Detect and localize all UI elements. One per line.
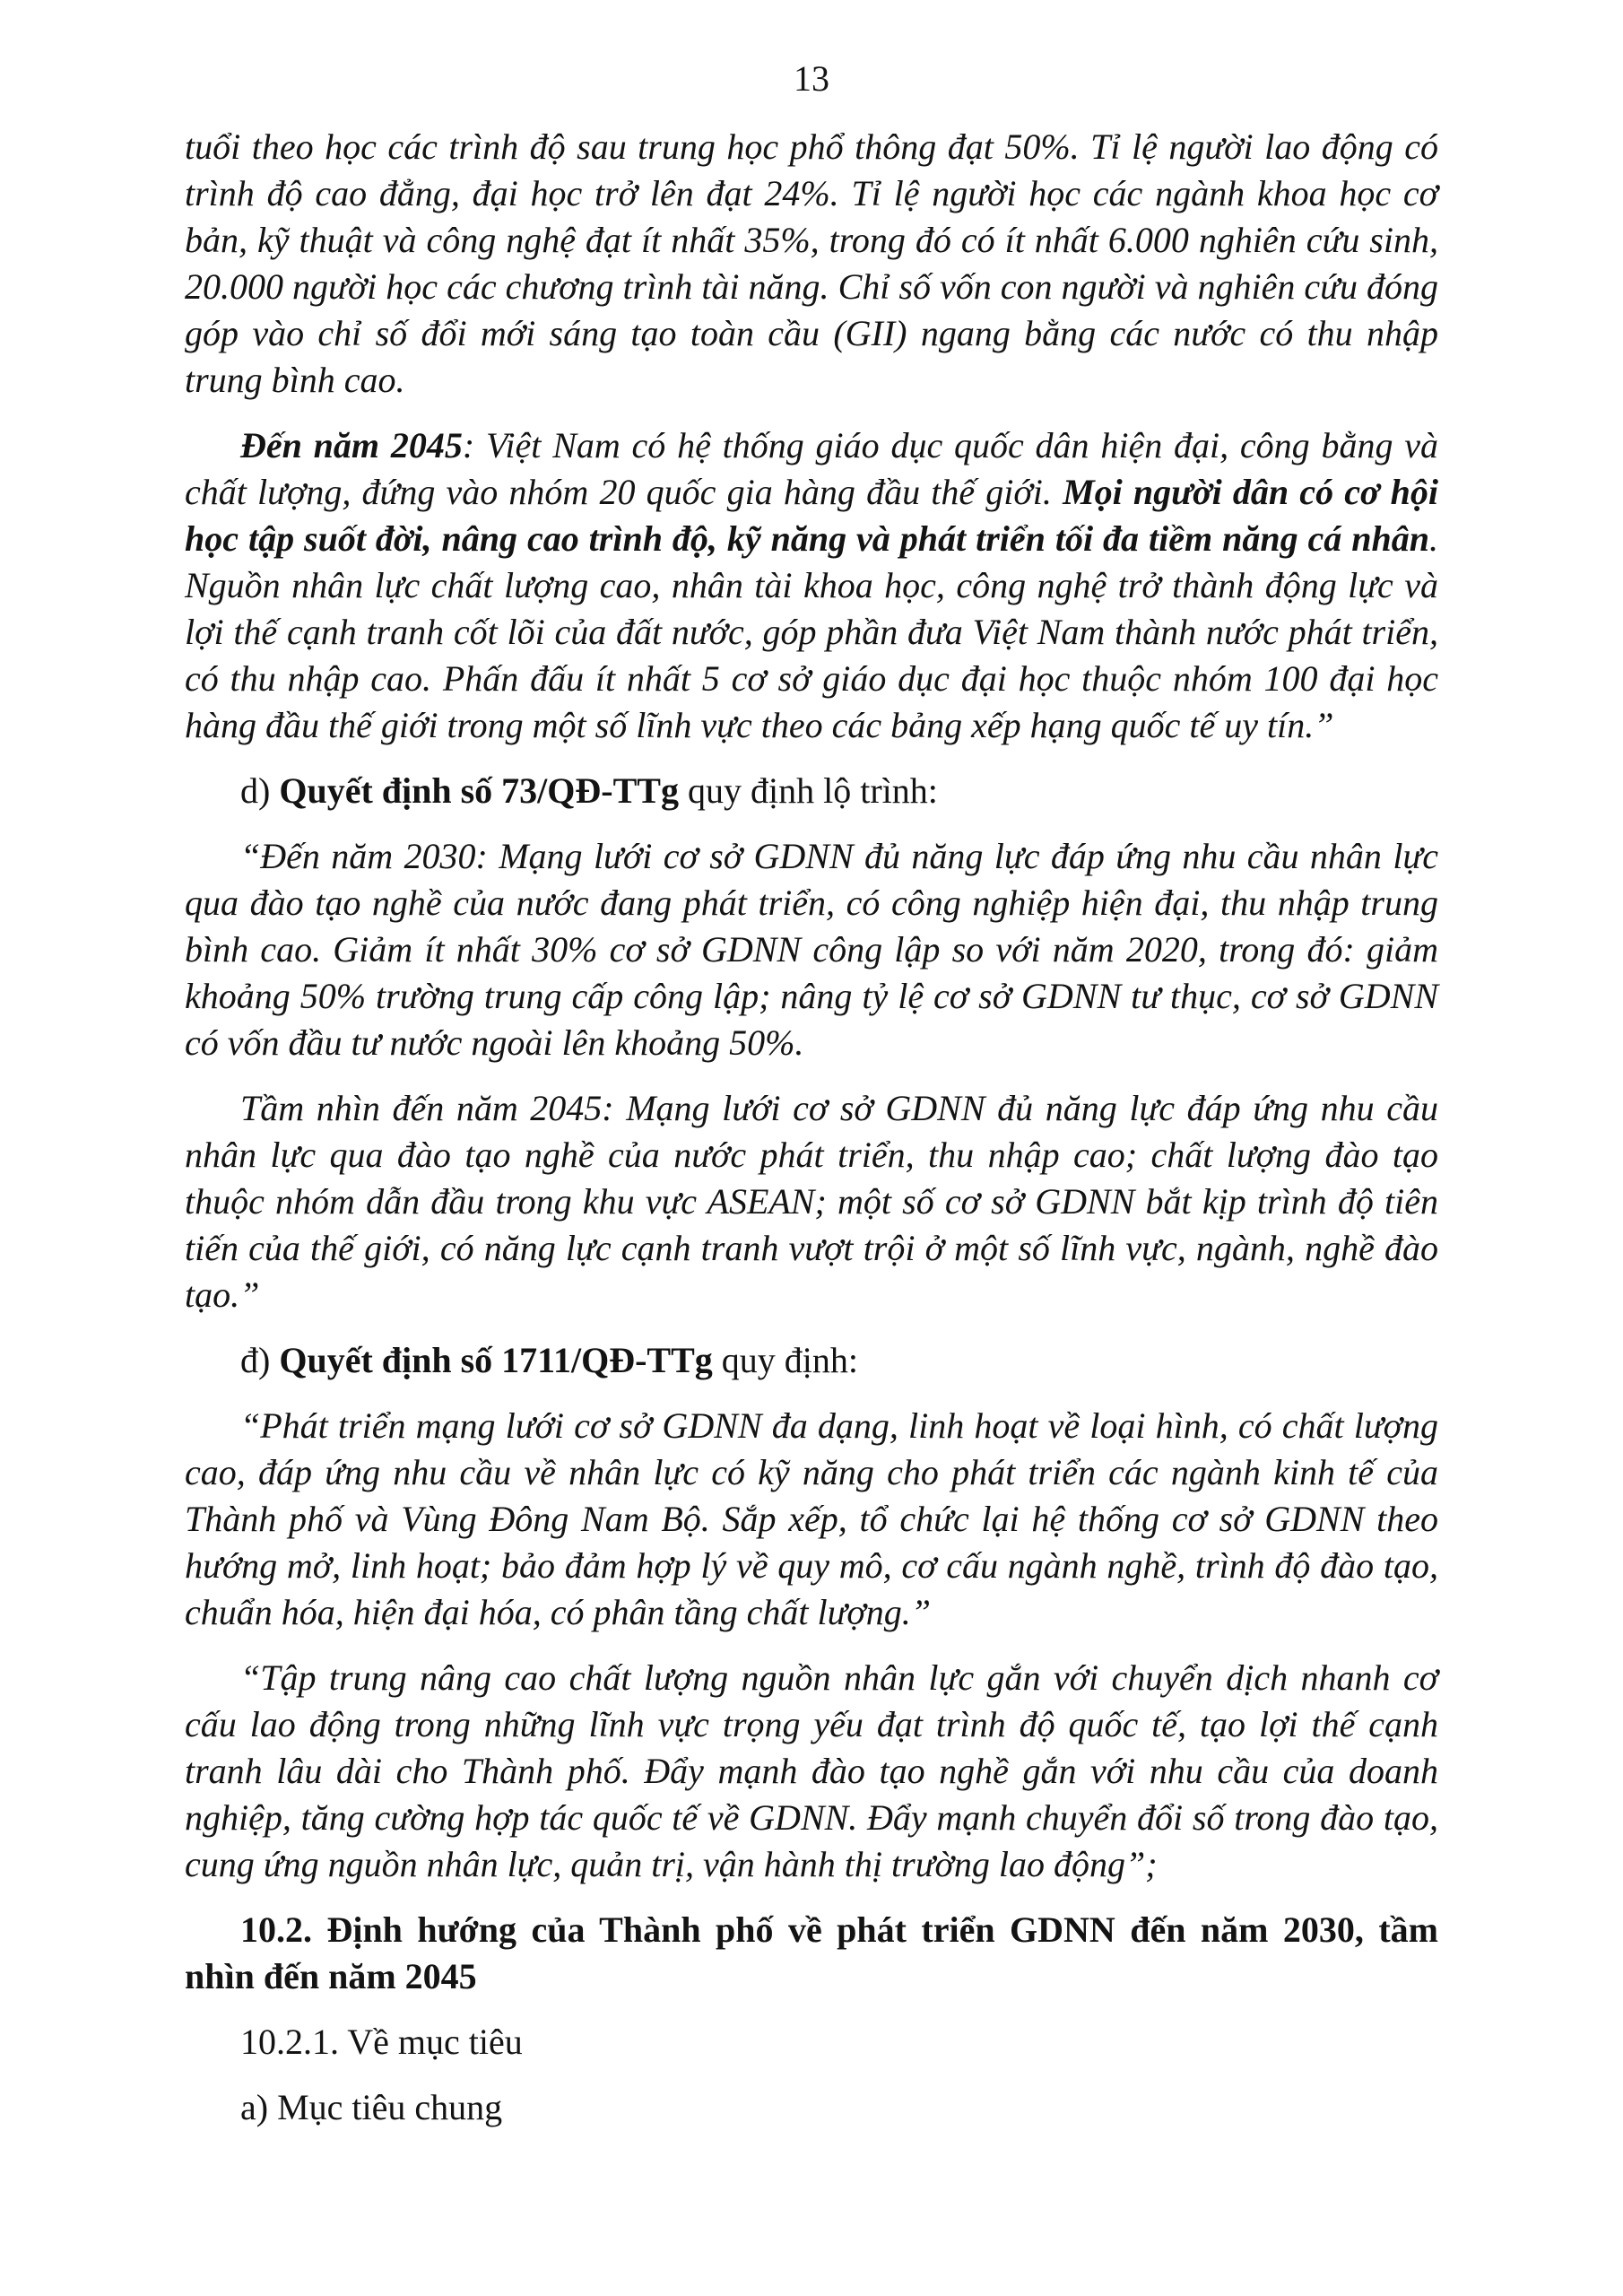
text-run: a) Mục tiêu chung (240, 2087, 503, 2127)
para-decision1711-network (185, 1403, 1438, 1636)
document-content (185, 124, 1438, 2131)
text-run: Tầm nhìn đến năm 2045: Mạng lưới cơ sở GDNN đủ năng lực đáp ứng nhu cầu nhân lực qua đào tạo nghề của nước phát triển, thu nhập cao; chất lượng đào tạo thuộc nhóm dẫn đầu trong khu vực ASEAN; một số cơ sở GDNN bắt kịp trình độ tiên tiến của thế giới, có năng lực cạnh tranh vượt trội ở một số lĩnh vực, ngành, nghề đào tạo.” (185, 1088, 1438, 1315)
page-number: 13 (794, 58, 829, 99)
text-run: “Đến năm 2030: Mạng lưới cơ sở GDNN đủ năng lực đáp ứng nhu cầu nhân lực qua đào tạo nghề của nước đang phát triển, có công nghiệp hiện đại, thu nhập trung bình cao. Giảm ít nhất 30% cơ sở GDNN công lập so với năm 2020, trong đó: giảm khoảng 50% trường trung cấp công lập; nâng tỷ lệ cơ sở GDNN tư thục, cơ sở GDNN có vốn đầu tư nước ngoài lên khoảng 50%. (185, 836, 1438, 1063)
text-run: d) (240, 770, 280, 811)
text-run: “Phát triển mạng lưới cơ sở GDNN đa dạng, linh hoạt về loại hình, có chất lượng cao, đáp ứng nhu cầu về nhân lực có kỹ năng cho phát triển các ngành kinh tế của Thành phố và Vùng Đông Nam Bộ. Sắp xếp, tổ chức lại hệ thống cơ sở GDNN theo hướng mở, linh hoạt; bảo đảm hợp lý về quy mô, cơ cấu ngành nghề, trình độ đào tạo, chuẩn hóa, hiện đại hóa, có phân tầng chất lượng.” (185, 1405, 1438, 1632)
text-run: tuổi theo học các trình độ sau trung học phổ thông đạt 50%. Tỉ lệ người lao động có trình độ cao đẳng, đại học trở lên đạt 24%. Tỉ lệ người học các ngành khoa học cơ bản, kỹ thuật và công nghệ đạt ít nhất 35%, trong đó có ít nhất 6.000 nghiên cứu sinh, 20.000 người học các chương trình tài năng. Chỉ số vốn con người và nghiên cứu đóng góp vào chỉ số đổi mới sáng tạo toàn cầu (GII) ngang bằng các nước có thu nhập trung bình cao. (185, 126, 1438, 400)
para-education-targets-2030 (185, 124, 1438, 404)
text-run: quy định lộ trình: (678, 770, 938, 811)
heading-10-2 (185, 1907, 1438, 2000)
text-run: 10.2.1. Về mục tiêu (240, 2022, 523, 2062)
text-run: . Nguồn nhân lực chất lượng cao, nhân tài khoa học, công nghệ trở thành động lực và lợi thế cạnh tranh cốt lõi của đất nước, góp phần đưa Việt Nam thành nước phát triển, có thu nhập cao. Phấn đấu ít nhất 5 cơ sở giáo dục đại học thuộc nhóm 100 đại học hàng đầu thế giới trong một số lĩnh vực theo các bảng xếp hạng quốc tế uy tín.” (185, 518, 1438, 745)
text-run: quy định: (712, 1340, 858, 1380)
heading-decision-1711 (185, 1337, 1438, 1384)
emphasis-text-run: Quyết định số 1711/QĐ-TTg (279, 1340, 713, 1380)
para-decision73-vision-2045 (185, 1085, 1438, 1318)
emphasis-text-run: Mọi người dân có cơ hội học tập suốt đời, nâng cao trình độ, kỹ năng và phát triển tối đa tiềm năng cá nhân (185, 472, 1439, 559)
item-a-general-objective (185, 2084, 1438, 2131)
para-decision1711-workforce (185, 1655, 1438, 1888)
para-vision-2045 (185, 422, 1438, 749)
para-decision73-target-2030 (185, 833, 1438, 1066)
text-run: đ) (240, 1340, 280, 1380)
heading-10-2-1 (185, 2019, 1438, 2066)
text-run: : Việt Nam có hệ thống giáo dục quốc dân hiện đại, công bằng và chất lượng, đứng vào nhóm 20 quốc gia hàng đầu thế giới. (185, 425, 1439, 512)
emphasis-text-run: Đến năm 2045 (240, 425, 463, 465)
heading-decision-73 (185, 768, 1438, 814)
text-run: “Tập trung nâng cao chất lượng nguồn nhân lực gắn với chuyển dịch nhanh cơ cấu lao động trong những lĩnh vực trọng yếu đạt trình độ quốc tế, tạo lợi thế cạnh tranh lâu dài cho Thành phố. Đẩy mạnh đào tạo nghề gắn với nhu cầu của doanh nghiệp, tăng cường hợp tác quốc tế về GDNN. Đẩy mạnh chuyển đổi số trong đào tạo, cung ứng nguồn nhân lực, quản trị, vận hành thị trường lao động”; (185, 1657, 1438, 1884)
emphasis-text-run: 10.2. Định hướng của Thành phố về phát triển GDNN đến năm 2030, tầm nhìn đến năm 2045 (185, 1909, 1438, 1996)
emphasis-text-run: Quyết định số 73/QĐ-TTg (279, 770, 679, 811)
